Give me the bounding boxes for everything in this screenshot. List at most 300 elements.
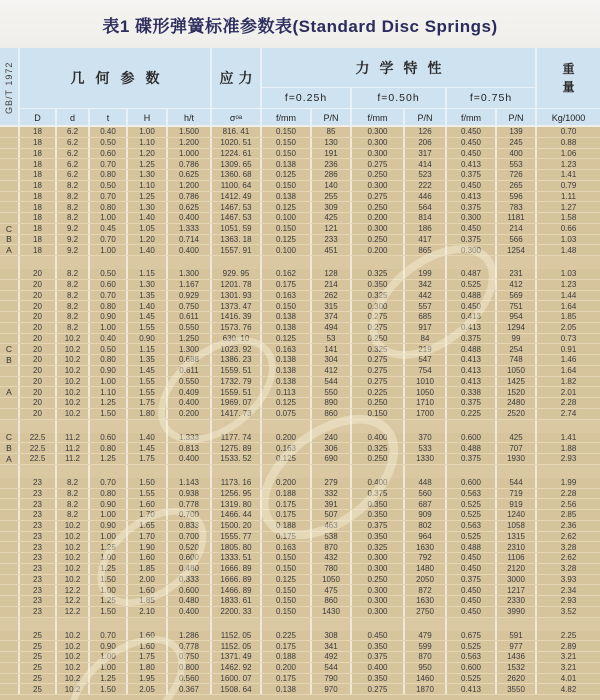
col-f075: 0.413 <box>447 366 497 376</box>
col-f025: 0.175 <box>262 532 312 542</box>
col-p025: 236 <box>312 159 352 169</box>
col-sigma: 1600. 07 <box>212 674 262 684</box>
table-row <box>0 652 600 663</box>
col-d: 10.2 <box>57 553 90 563</box>
col-D: 20 <box>20 344 57 354</box>
col-ht: 0.625 <box>168 170 212 180</box>
col-t: 0.70 <box>90 159 128 169</box>
col-t: 0.50 <box>90 138 128 148</box>
col-f075: 0.563 <box>447 521 497 531</box>
col-p050: 1460 <box>405 674 447 684</box>
table-row <box>0 245 600 256</box>
col-p050: 206 <box>405 138 447 148</box>
col-D: 18 <box>20 149 57 159</box>
col-p050: 1870 <box>405 684 447 694</box>
col-D: 18 <box>20 181 57 191</box>
col-p050: 547 <box>405 355 447 365</box>
col-ht: 0.550 <box>168 323 212 333</box>
series-marker <box>0 202 20 212</box>
col-f025: 0.175 <box>262 674 312 684</box>
col-ht: 0.786 <box>168 159 212 169</box>
col-H: 1.30 <box>128 170 168 180</box>
col-d: 9.2 <box>57 245 90 255</box>
col-f050: 0.300 <box>352 607 405 617</box>
table-row <box>0 344 600 355</box>
col-d: 8.2 <box>57 510 90 520</box>
col-label-ht: h/t <box>168 108 212 127</box>
table-row <box>0 674 600 685</box>
col-p075: 707 <box>497 443 537 453</box>
col-p050: 685 <box>405 312 447 322</box>
empty-cell <box>212 465 262 478</box>
col-sigma: 1309. 65 <box>212 159 262 169</box>
col-p050: 414 <box>405 159 447 169</box>
col-ht: 0.400 <box>168 454 212 464</box>
col-D: 20 <box>20 398 57 408</box>
col-D: 18 <box>20 235 57 245</box>
col-t: 1.00 <box>90 213 128 223</box>
col-ht: 0.560 <box>168 674 212 684</box>
col-f025: 0.175 <box>262 510 312 520</box>
col-f075: 0.450 <box>447 564 497 574</box>
col-p050: 909 <box>405 510 447 520</box>
col-D: 18 <box>20 213 57 223</box>
col-p025: 412 <box>312 366 352 376</box>
col-t: 1.25 <box>90 454 128 464</box>
empty-cell <box>262 618 312 631</box>
col-sigma: 1020. 51 <box>212 138 262 148</box>
col-sigma: 1333. 51 <box>212 553 262 563</box>
col-p050: 126 <box>405 127 447 137</box>
table-row <box>0 323 600 334</box>
col-p075: 1217 <box>497 585 537 595</box>
empty-cell <box>20 256 57 269</box>
col-kg: 1.41 <box>560 170 577 180</box>
col-kg: 2.62 <box>560 553 577 563</box>
col-p025: 790 <box>312 674 352 684</box>
col-f050: 0.375 <box>352 521 405 531</box>
empty-cell <box>262 420 312 433</box>
col-sigma: 1023. 92 <box>212 344 262 354</box>
empty-cell <box>447 618 497 631</box>
empty-cell <box>212 420 262 433</box>
col-f075: 0.450 <box>447 585 497 595</box>
group-separator <box>0 420 600 433</box>
table-row <box>0 684 600 695</box>
series-marker: B <box>0 355 20 365</box>
col-f025: 0.163 <box>262 443 312 453</box>
table-row <box>0 149 600 160</box>
col-t: 1.00 <box>90 532 128 542</box>
empty-cell <box>20 618 57 631</box>
col-t: 0.45 <box>90 224 128 234</box>
series-marker <box>0 269 20 279</box>
col-p050: 199 <box>405 269 447 279</box>
col-D: 25 <box>20 684 57 694</box>
col-f025: 0.188 <box>262 652 312 662</box>
col-label-p025: P/N <box>312 108 352 127</box>
col-H: 1.25 <box>128 192 168 202</box>
col-p050: 964 <box>405 532 447 542</box>
col-f050: 0.275 <box>352 323 405 333</box>
col-p050: 1700 <box>405 409 447 419</box>
col-kg: 3.52 <box>560 607 577 617</box>
col-p075: 783 <box>497 202 537 212</box>
col-d: 12.2 <box>57 585 90 595</box>
col-t: 1.25 <box>90 596 128 606</box>
col-D: 23 <box>20 575 57 585</box>
col-sigma: 1805. 80 <box>212 542 262 552</box>
empty-cell <box>57 465 90 478</box>
col-sigma: 1573. 76 <box>212 323 262 333</box>
col-D: 18 <box>20 224 57 234</box>
col-f050: 0.300 <box>352 553 405 563</box>
table-row <box>0 387 600 398</box>
col-D: 20 <box>20 334 57 344</box>
col-f050: 0.275 <box>352 377 405 387</box>
col-p050: 560 <box>405 489 447 499</box>
col-sigma: 1152. 05 <box>212 641 262 651</box>
col-p025: 85 <box>312 127 352 137</box>
col-p050: 564 <box>405 202 447 212</box>
col-ht: 0.688 <box>168 355 212 365</box>
col-f025: 0.100 <box>262 213 312 223</box>
col-f025: 0.125 <box>262 334 312 344</box>
col-D: 23 <box>20 553 57 563</box>
col-p050: 870 <box>405 652 447 662</box>
series-marker <box>0 607 20 617</box>
col-p050: 417 <box>405 235 447 245</box>
col-f050: 0.325 <box>352 291 405 301</box>
col-kg: 3.21 <box>560 663 577 673</box>
col-p050: 1710 <box>405 398 447 408</box>
header-deflection-050: f=0.50h <box>352 88 447 108</box>
col-kg: 1.64 <box>560 301 577 311</box>
col-f075: 0.488 <box>447 344 497 354</box>
col-ht: 0.833 <box>168 521 212 531</box>
col-p025: 308 <box>312 631 352 641</box>
col-ht: 0.400 <box>168 245 212 255</box>
col-d: 10.2 <box>57 532 90 542</box>
col-ht: 0.778 <box>168 499 212 509</box>
col-p075: 214 <box>497 224 537 234</box>
col-label-f025: f/mm <box>262 108 312 127</box>
empty-cell <box>312 618 352 631</box>
col-p025: 140 <box>312 181 352 191</box>
col-f025: 0.150 <box>262 585 312 595</box>
col-ht: 1.200 <box>168 181 212 191</box>
col-ht: 0.611 <box>168 366 212 376</box>
col-p050: 317 <box>405 149 447 159</box>
col-f025: 0.138 <box>262 323 312 333</box>
col-p050: 802 <box>405 521 447 531</box>
series-marker <box>0 652 20 662</box>
col-sigma: 1152. 05 <box>212 631 262 641</box>
table-row <box>0 377 600 388</box>
col-ht: 1.286 <box>168 631 212 641</box>
col-H: 1.80 <box>128 663 168 673</box>
col-D: 25 <box>20 674 57 684</box>
col-H: 2.00 <box>128 575 168 585</box>
series-marker <box>0 159 20 169</box>
table-row <box>0 269 600 280</box>
col-sigma: 1666. 89 <box>212 564 262 574</box>
col-f025: 0.125 <box>262 454 312 464</box>
col-sigma: 1363. 18 <box>212 235 262 245</box>
col-p075: 2330 <box>497 596 537 606</box>
col-f050: 0.150 <box>352 409 405 419</box>
disc-spring-table <box>0 48 600 700</box>
col-f050: 0.400 <box>352 478 405 488</box>
col-d: 9.2 <box>57 224 90 234</box>
empty-cell <box>312 256 352 269</box>
col-p025: 550 <box>312 387 352 397</box>
col-f025: 0.150 <box>262 138 312 148</box>
series-marker <box>0 323 20 333</box>
col-p025: 544 <box>312 377 352 387</box>
col-sigma: 1173. 16 <box>212 478 262 488</box>
header-geometry: 几何参数 <box>20 48 212 108</box>
col-t: 1.25 <box>90 674 128 684</box>
col-H: 1.45 <box>128 366 168 376</box>
series-marker <box>0 280 20 290</box>
col-p050: 865 <box>405 245 447 255</box>
col-H: 1.30 <box>128 202 168 212</box>
col-p050: 1480 <box>405 564 447 574</box>
col-p025: 463 <box>312 521 352 531</box>
empty-cell <box>57 256 90 269</box>
col-label-weight: Kg/1000 <box>537 108 600 127</box>
series-marker <box>0 499 20 509</box>
col-p025: 214 <box>312 280 352 290</box>
col-p050: 2750 <box>405 607 447 617</box>
series-marker <box>0 674 20 684</box>
series-marker <box>0 521 20 531</box>
col-t: 0.60 <box>90 149 128 159</box>
col-D: 18 <box>20 127 57 137</box>
col-p050: 442 <box>405 291 447 301</box>
col-p075: 1181 <box>497 213 537 223</box>
col-D: 23 <box>20 607 57 617</box>
col-d: 8.2 <box>57 499 90 509</box>
col-f075: 0.488 <box>447 542 497 552</box>
col-f075: 0.450 <box>447 138 497 148</box>
col-D: 18 <box>20 192 57 202</box>
col-H: 1.15 <box>128 269 168 279</box>
col-f075: 0.375 <box>447 398 497 408</box>
series-marker <box>0 575 20 585</box>
col-f050: 0.250 <box>352 170 405 180</box>
col-p075: 751 <box>497 301 537 311</box>
col-p050: 219 <box>405 344 447 354</box>
table-row <box>0 607 600 618</box>
empty-cell <box>447 465 497 478</box>
table-row <box>0 433 600 444</box>
col-p025: 286 <box>312 170 352 180</box>
col-p025: 870 <box>312 542 352 552</box>
col-f050: 0.325 <box>352 443 405 453</box>
col-t: 1.00 <box>90 510 128 520</box>
col-p025: 341 <box>312 641 352 651</box>
col-D: 22.5 <box>20 433 57 443</box>
col-sigma: 1732. 79 <box>212 377 262 387</box>
series-marker <box>0 564 20 574</box>
col-d: 8.2 <box>57 202 90 212</box>
empty-cell <box>447 420 497 433</box>
series-marker: C <box>0 224 20 234</box>
col-p050: 872 <box>405 585 447 595</box>
col-H: 1.35 <box>128 355 168 365</box>
col-t: 1.00 <box>90 663 128 673</box>
series-marker: A <box>0 245 20 255</box>
col-D: 23 <box>20 585 57 595</box>
col-f075: 0.450 <box>447 149 497 159</box>
col-sigma: 1224. 61 <box>212 149 262 159</box>
col-D: 25 <box>20 641 57 651</box>
col-t: 1.00 <box>90 553 128 563</box>
col-kg: 3.21 <box>560 652 577 662</box>
col-p025: 860 <box>312 596 352 606</box>
col-f050: 0.375 <box>352 652 405 662</box>
col-f025: 0.150 <box>262 127 312 137</box>
col-ht: 1.143 <box>168 478 212 488</box>
col-H: 2.05 <box>128 684 168 694</box>
col-f050: 0.325 <box>352 269 405 279</box>
col-f075: 0.225 <box>447 409 497 419</box>
empty-cell <box>447 256 497 269</box>
col-H: 0.90 <box>128 334 168 344</box>
col-f050: 0.300 <box>352 181 405 191</box>
col-p025: 690 <box>312 454 352 464</box>
col-f075: 0.600 <box>447 478 497 488</box>
col-H: 1.10 <box>128 181 168 191</box>
table-row <box>0 355 600 366</box>
series-marker: B <box>0 443 20 453</box>
col-t: 0.70 <box>90 235 128 245</box>
col-kg: 3.93 <box>560 574 577 584</box>
col-D: 20 <box>20 366 57 376</box>
col-p075: 1106 <box>497 553 537 563</box>
col-f075: 0.300 <box>447 213 497 223</box>
col-H: 1.10 <box>128 138 168 148</box>
col-kg: 2.36 <box>560 521 577 531</box>
col-p075: 748 <box>497 355 537 365</box>
col-p075: 919 <box>497 499 537 509</box>
series-marker <box>0 542 20 552</box>
col-f025: 0.113 <box>262 387 312 397</box>
col-ht: 1.333 <box>168 433 212 443</box>
col-sigma: 816. 41 <box>212 127 262 137</box>
col-f075: 0.450 <box>447 301 497 311</box>
col-f075: 0.413 <box>447 377 497 387</box>
col-H: 1.95 <box>128 674 168 684</box>
col-t: 0.80 <box>90 489 128 499</box>
table-row <box>0 181 600 192</box>
col-sigma: 1666. 89 <box>212 575 262 585</box>
col-f025: 0.138 <box>262 684 312 694</box>
col-t: 0.80 <box>90 301 128 311</box>
col-sigma: 1417. 73 <box>212 409 262 419</box>
col-sigma: 1467. 53 <box>212 202 262 212</box>
col-H: 1.60 <box>128 499 168 509</box>
col-f025: 0.188 <box>262 521 312 531</box>
table-row <box>0 334 600 345</box>
series-marker: A <box>0 454 20 464</box>
col-label-H: H <box>128 108 168 127</box>
col-ht: 0.600 <box>168 585 212 595</box>
table-row <box>0 213 600 224</box>
table-row <box>0 575 600 586</box>
col-p025: 1050 <box>312 575 352 585</box>
col-ht: 1.300 <box>168 344 212 354</box>
col-p075: 553 <box>497 159 537 169</box>
col-f075: 0.525 <box>447 674 497 684</box>
col-f075: 0.563 <box>447 652 497 662</box>
empty-cell <box>262 256 312 269</box>
col-label-p075: P/N <box>497 108 537 127</box>
group-separator <box>0 465 600 478</box>
col-f025: 0.175 <box>262 641 312 651</box>
col-p075: 425 <box>497 433 537 443</box>
col-t: 0.90 <box>90 499 128 509</box>
empty-cell <box>20 465 57 478</box>
empty-cell <box>128 465 168 478</box>
col-ht: 0.200 <box>168 409 212 419</box>
table-row <box>0 398 600 409</box>
col-ht: 0.786 <box>168 192 212 202</box>
col-ht: 1.333 <box>168 224 212 234</box>
col-kg: 2.85 <box>560 510 577 520</box>
col-ht: 0.625 <box>168 202 212 212</box>
col-sigma: 1559. 51 <box>212 366 262 376</box>
empty-cell <box>57 618 90 631</box>
empty-cell <box>90 256 128 269</box>
col-p025: 391 <box>312 499 352 509</box>
col-p075: 1520 <box>497 387 537 397</box>
series-marker: C <box>0 344 20 354</box>
empty-cell <box>312 420 352 433</box>
col-p075: 726 <box>497 170 537 180</box>
col-sigma: 1256. 95 <box>212 489 262 499</box>
col-H: 1.40 <box>128 245 168 255</box>
table-row <box>0 564 600 575</box>
col-f025: 0.163 <box>262 344 312 354</box>
empty-cell <box>405 465 447 478</box>
col-H: 1.75 <box>128 652 168 662</box>
header-weight <box>537 48 600 108</box>
col-f075: 0.413 <box>447 323 497 333</box>
col-f050: 0.300 <box>352 301 405 311</box>
col-D: 23 <box>20 596 57 606</box>
col-d: 12.2 <box>57 596 90 606</box>
series-marker <box>0 334 20 344</box>
table-row <box>0 192 600 203</box>
col-p075: 596 <box>497 192 537 202</box>
col-ht: 0.800 <box>168 663 212 673</box>
col-p050: 1630 <box>405 542 447 552</box>
col-label-f050: f/mm <box>352 108 405 127</box>
col-p075: 99 <box>497 334 537 344</box>
table-row <box>0 631 600 642</box>
series-marker <box>0 532 20 542</box>
col-f025: 0.150 <box>262 607 312 617</box>
col-f050: 0.250 <box>352 235 405 245</box>
col-p075: 1425 <box>497 377 537 387</box>
col-p025: 374 <box>312 312 352 322</box>
col-label-f075: f/mm <box>447 108 497 127</box>
standard-label: GB/T 1972 <box>0 48 20 127</box>
col-sigma: 1386. 23 <box>212 355 262 365</box>
